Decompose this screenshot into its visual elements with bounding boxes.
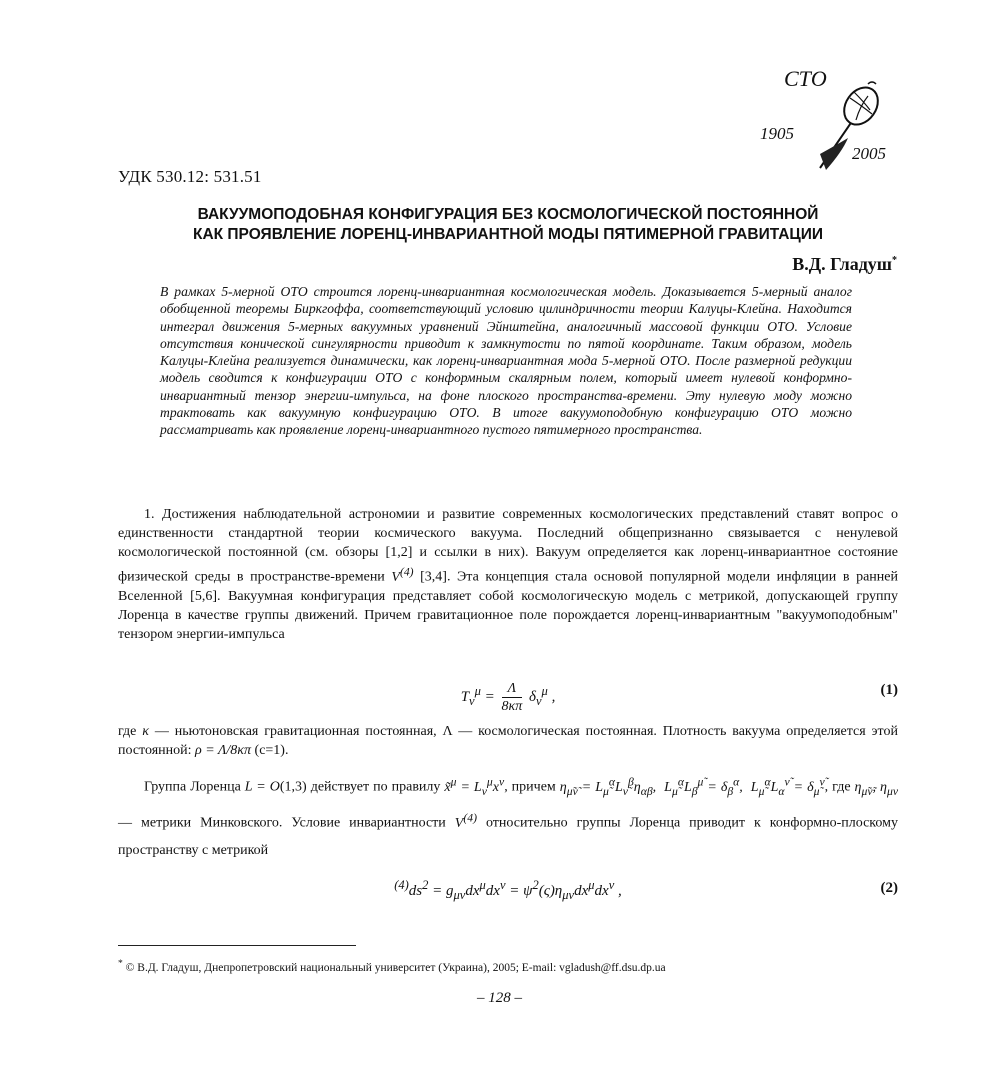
abstract: В рамках 5-мерной ОТО строится лоренц-инвариантная космологическая модель. Доказывается 5-мерный аналог обобщенной теоремы Биркгоффа, соответствующий условию цилиндричности теории Калуцы-Клейна. Находится интеграл движения 5-мерных вакуумных уравнений Эйнштейна, аналогичный массовой функции ОТО. Условие отсутствия конической сингулярности приводит к замкнутости по пятой координате. Таким образом, модель Калуцы-Клейна реализуется динамически, как лоренц-инвариантная мода 5-мерной ОТО. После размерной редукции модель сводится к конфигурации ОТО с конформным скалярным полем, который имеет нулевой конформно-инвариантный тензор энергии-импульса, на фоне плоского пространства-времени. Эту нулевую моду можно трактовать как вакуумную конфигурацию ОТО. В итоге вакуумоподобную конфигурацию ОТО можно рассматривать как проявление лоренц-инвариантного пустого пятимерного пространства. bbox=[160, 284, 852, 438]
logo-sto-label: СТО bbox=[784, 66, 827, 91]
footnote-divider bbox=[118, 945, 356, 946]
logo-year-2005: 2005 bbox=[852, 144, 886, 163]
equation-2 bbox=[118, 870, 898, 910]
math-lambda: Λ bbox=[442, 724, 453, 739]
footnote bbox=[118, 958, 666, 974]
paragraph-1-text-a: 1. Достижения наблюдательной астрономии и развитие современных космологических представлений ставят вопрос о единственности стандартной теории космического вакуума. Последний общепризнанно связывается с ненулевой космологической постоянной (см. обзоры [1,2] и ссылки в них). Вакуум определяется как лоренц-инвариантное состояние физической среды в пространстве-времени bbox=[118, 507, 898, 585]
paragraph-2-text-c: — космологическая постоянная. Плотность вакуума определяется этой постоянной: bbox=[118, 724, 898, 758]
title-line-2: КАК ПРОЯВЛЕНИЕ ЛОРЕНЦ-ИНВАРИАНТНОЙ МОДЫ ПЯТИМЕРНОЙ ГРАВИТАЦИИ bbox=[193, 226, 823, 243]
paragraph-1-text-b: [3,4]. Эта концепция стала основой популярной модели инфляции в ранней Вселенной [5,6]. Вакуумная конфигурация представляет собой космологическую модель с метрикой, допускающей группу Лоренца в качестве группы движений. Причем гравитационное поле порождается лоренц-инвариантным "вакуумоподобным" тензором энергии-импульса bbox=[118, 569, 898, 642]
math-v4-b: $V^{(4)}$ bbox=[454, 811, 477, 832]
equation-1-number: (1) bbox=[880, 682, 898, 698]
udk-code: УДК 530.12: 531.51 bbox=[118, 167, 262, 186]
math-kappa: κ bbox=[142, 724, 150, 739]
math-minkowski: $\eta_{\mũ\nũ}$, $\eta_{\mu\nu}$ bbox=[854, 779, 899, 798]
math-metric-relations: $\eta_{\mũ\nũ} = L_{\mũ}^\alpha L_{\nũ}^\beta\eta_{\alpha\beta}$, $L_{\mũ}^\alpha L_\beta^{\mũ} = \delta_\beta^\alpha$, $L_{\mũ}^\alpha L_\alpha^{\nũ} = \delta_{\mũ}^{\nũ}$ bbox=[559, 775, 825, 798]
paragraph-3-text-b: действует по правилу bbox=[306, 779, 445, 795]
paragraph-3-text-e: — метрики Минковского. Условие инвариантности bbox=[118, 816, 455, 832]
footnote-mark: * bbox=[118, 958, 123, 969]
paragraph-3: Группа Лоренца L = O(1,3) действует по правилу x̃$^\mu$ = $L_\nu^\mu x^\nu$, причем $\eta_{\mũ\nũ} = L_{\mũ}^\alpha L_{\nũ}^\beta\eta_{\alpha\beta}$, $L_{\mũ}^\alpha L_\beta^{\mũ} = \delta_\beta^\alpha$, $L_{\mũ}^\alpha L_\alpha^{\nũ} = \delta_{\mũ}^{\nũ}$, где $\eta_{\mũ\nũ}$, $\eta_{\mu\nu}$ — метрики Минковского. Условие инвариантности $V^{(4)}$ относительно группы Лоренца приводит к конформно-плоскому пространству с метрикой bbox=[118, 775, 899, 859]
logo-year-1905: 1905 bbox=[760, 124, 794, 143]
math-lorentz-group: L = O bbox=[244, 779, 280, 795]
footnote-text: © В.Д. Гладуш, Днепропетровский национальный университет (Украина), 2005; E-mail: vgladush@ff.dsu.dp.ua bbox=[125, 961, 666, 974]
paragraph-2-text-a: где bbox=[118, 724, 143, 739]
math-v4: $V^{(4)}$ bbox=[391, 565, 414, 585]
page-number: – 128 – bbox=[477, 990, 522, 1006]
equation-1 bbox=[118, 672, 898, 712]
author-name: В.Д. Гладуш bbox=[792, 254, 892, 274]
paragraph-3-text-f: относительно группы Лоренца приводит к конформно-плоскому пространству с метрикой bbox=[118, 816, 898, 859]
paragraph-2 bbox=[118, 722, 898, 760]
article-title bbox=[118, 205, 898, 245]
math-rho: ρ = Λ/8κπ bbox=[195, 743, 252, 758]
paragraph-2-text-d: (c=1). bbox=[251, 743, 289, 758]
math-transform: x̃$^\mu$ = $L_\nu^\mu x^\nu$ bbox=[444, 775, 505, 798]
equation-1-body: $T_\nu^\mu$ = $\frac{\Lambda}{8\kappa\pi}$ $\delta_\nu^\mu$ , bbox=[460, 681, 556, 714]
author-footnote-mark: * bbox=[892, 255, 897, 266]
equation-1-fraction: $\frac{\Lambda}{8\kappa\pi}$ bbox=[501, 681, 523, 714]
paragraph-2-text-b: — ньютоновская гравитационная постоянная, bbox=[149, 724, 443, 739]
title-line-1: ВАКУУМОПОДОБНАЯ КОНФИГУРАЦИЯ БЕЗ КОСМОЛОГИЧЕСКОЙ ПОСТОЯННОЙ bbox=[197, 206, 819, 223]
paragraph-3-text-a: Группа Лоренца bbox=[144, 779, 245, 795]
sto-oto-logo bbox=[760, 66, 900, 176]
paragraph-3-text-d: , где bbox=[824, 779, 855, 795]
equation-2-number: (2) bbox=[880, 880, 898, 896]
equation-2-body: $^{(4)}ds^2 = g_{\mu\nu}dx^\mu dx^\nu = \psi^2(\varsigma)\eta_{\mu\nu}dx^\mu dx^\nu$ , bbox=[394, 878, 622, 902]
author bbox=[792, 254, 897, 275]
paragraph-3-text-c: , причем bbox=[504, 779, 560, 795]
paragraph-1 bbox=[118, 505, 898, 644]
